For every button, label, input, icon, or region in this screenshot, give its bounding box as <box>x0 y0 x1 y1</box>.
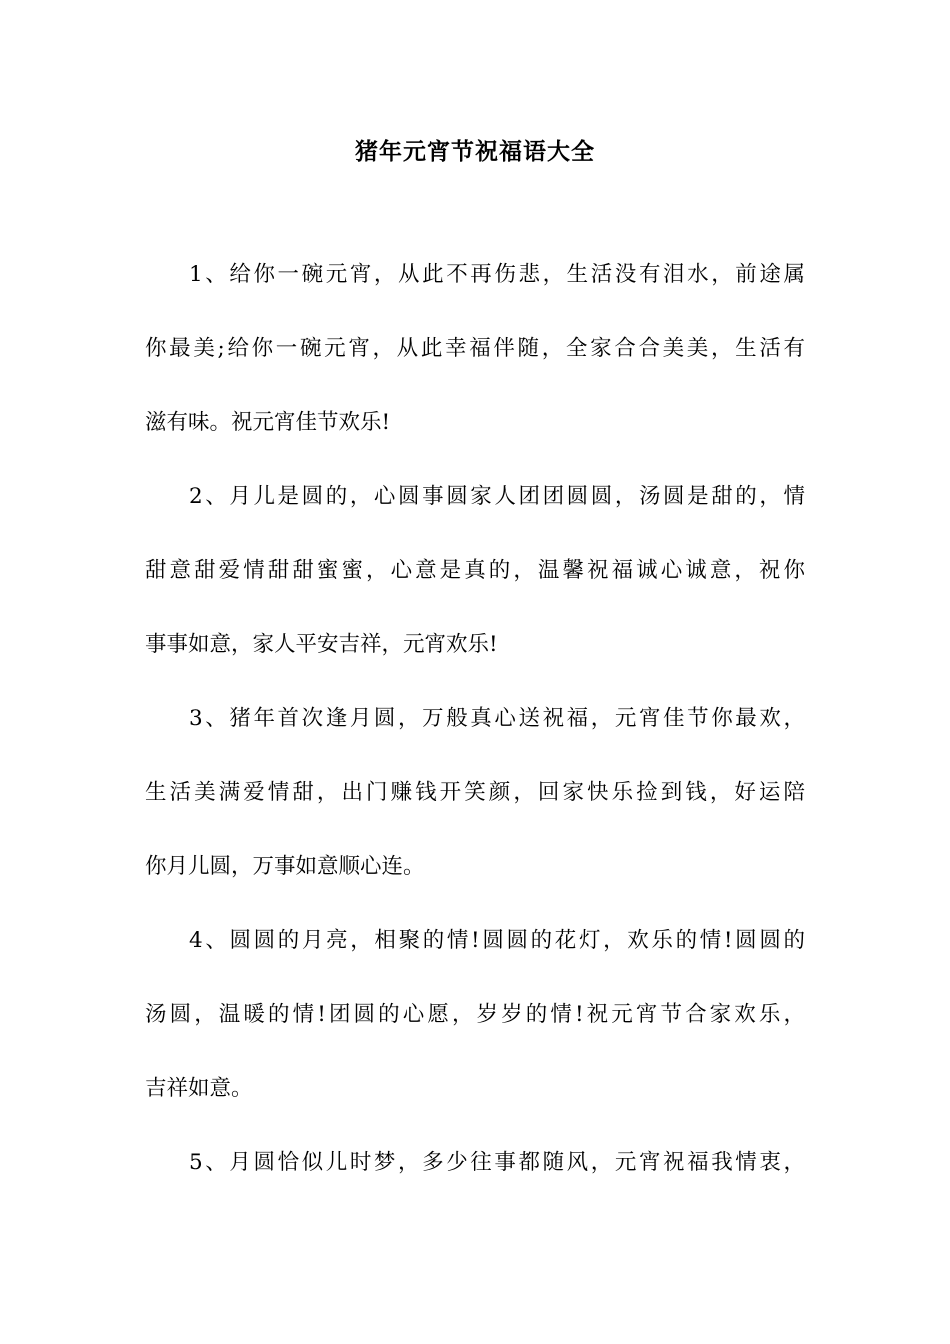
paragraph-1-line-2: 你最美;给你一碗元宵，从此幸福伴随，全家合合美美，生活有 <box>145 336 805 361</box>
paragraph-2-line-3: 事事如意，家人平安吉祥，元宵欢乐! <box>145 632 498 657</box>
document-body <box>145 252 805 1214</box>
paragraph-4-line-3: 吉祥如意。 <box>145 1076 253 1101</box>
paragraph-3-line-2: 生活美满爱情甜，出门赚钱开笑颜，回家快乐捡到钱，好运陪 <box>145 780 805 805</box>
paragraph-3-line-3: 你月儿圆，万事如意顺心连。 <box>145 854 425 879</box>
paragraph-4-line-1: 4、圆圆的月亮，相聚的情!圆圆的花灯，欢乐的情!圆圆的 <box>189 928 805 953</box>
paragraph-1-line-3: 滋有味。祝元宵佳节欢乐! <box>145 410 391 435</box>
paragraph-4-line-2: 汤圆，温暖的情!团圆的心愿，岁岁的情!祝元宵节合家欢乐， <box>145 1002 805 1027</box>
document-title: 猪年元宵节祝福语大全 <box>355 139 595 165</box>
paragraph-5-line-1: 5、月圆恰似儿时梦，多少往事都随风，元宵祝福我情衷， <box>189 1150 805 1175</box>
paragraph-2-line-2: 甜意甜爱情甜甜蜜蜜，心意是真的，温馨祝福诚心诚意，祝你 <box>145 558 805 583</box>
paragraph-2-line-1: 2、月儿是圆的，心圆事圆家人团团圆圆，汤圆是甜的，情 <box>189 484 805 509</box>
paragraph-3-line-1: 3、猪年首次逢月圆，万般真心送祝福，元宵佳节你最欢， <box>189 706 805 731</box>
paragraph-1-line-1: 1、给你一碗元宵，从此不再伤悲，生活没有泪水，前途属 <box>189 262 805 287</box>
